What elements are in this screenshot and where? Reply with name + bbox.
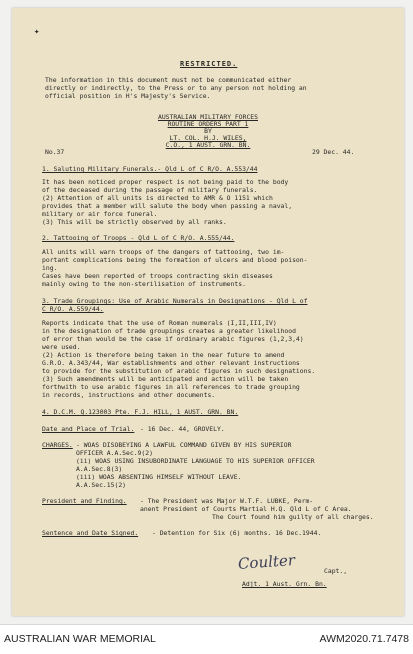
president-line: - The President was Major W.T.F. LUBKE, Perm-	[140, 497, 314, 505]
section-title: 3. Trade Groupings: Use of Arabic Numerals in Designations - Qld L of	[42, 297, 308, 305]
section-line: of error than would be the case if ordinary arabic figures (1,2,3,4)	[42, 335, 304, 343]
section-line: to provide for the substitution of arabic figures in such designations.	[42, 367, 316, 375]
notice-line: The information in this document must not be communicated either	[45, 76, 292, 84]
section-title: 2. Tattooing of Troops - Qld L of C R/O. A.555/44.	[42, 234, 235, 242]
section-line: (3) This will be strictly observed by all ranks.	[42, 218, 227, 226]
section-line: provides that a member will salute the body when passing a naval,	[42, 202, 293, 210]
order-heading-line: ROUTINE ORDERS PART 1	[167, 120, 249, 128]
order-heading-line: BY	[204, 127, 212, 135]
section-line: G.R.O. A.343/44, War establishments and other relevant instructions	[42, 359, 300, 367]
section-line: forthwith to use arabic figures in all references to trade grouping	[42, 383, 300, 391]
staple-mark-icon: ✦	[34, 27, 40, 37]
section-line: in records, instructions and other documents.	[42, 391, 216, 399]
document-page	[12, 8, 404, 616]
signature-post: Adjt. 1 Aust. Grn. Bn.	[242, 580, 327, 588]
section-line: Cases have been reported of troops contracting skin diseases	[42, 272, 273, 280]
section-line: of the deceased during the passage of military funerals.	[42, 186, 258, 194]
section-line: were used.	[42, 343, 81, 351]
president-line: anent President of Courts Martial H.Q. Qld L of C Area.	[140, 505, 352, 513]
order-heading-line: AUSTRALIAN MILITARY FORCES	[157, 113, 259, 121]
section-line: (2) Attention of all units is directed to AMR & O 1151 which	[42, 194, 273, 202]
section-line: mainly owing to the non-sterilisation of instruments.	[42, 280, 246, 288]
classification-heading: RESTRICTED.	[180, 60, 238, 68]
section-line: ing.	[42, 264, 58, 272]
president-line: The Court found him guilty of all charges.	[212, 513, 374, 521]
trial-label: Date and Place of Trial.	[42, 425, 135, 433]
section-line: (2) Action is therefore being taken in the near future to amend	[42, 351, 285, 359]
sentence-label: Sentence and Date Signed.	[42, 529, 139, 537]
footer-institution: AUSTRALIAN WAR MEMORIAL	[4, 633, 156, 645]
section-line: portant complications being the formation of ulcers and blood poison-	[42, 256, 308, 264]
section-line: in the designation of trade groupings creates a greater likelihood	[42, 327, 296, 335]
case-title: 4. D.C.M. Q.123003 Pte. F.J. HILL, 1 AUST. GRN. BN.	[42, 408, 239, 416]
charge-line: - WOAS DISOBEYING A LAWFUL COMMAND GIVEN BY HIS SUPERIOR	[76, 441, 292, 449]
notice-line: official position in H's Majesty's Service.	[45, 92, 211, 100]
order-heading-line: LT. COL. H.J. WILES,	[169, 134, 247, 142]
charges-label: CHARGES.	[42, 441, 73, 449]
charge-line: A.A.Sec.8(3)	[76, 465, 123, 473]
charge-line: OFFICER A.A.Sec.9(2)	[76, 449, 153, 457]
order-date: 29 Dec. 44.	[312, 148, 355, 156]
charge-line: A.A.Sec.15(2)	[76, 481, 127, 489]
footer-reference-number: AWM2020.71.7478	[319, 633, 409, 645]
section-line: Reports indicate that the use of Roman numerals (I,II,III,IV)	[42, 319, 277, 327]
section-line: All units will warn troops of the dangers of tattooing, two im-	[42, 248, 285, 256]
section-line: military or air force funeral.	[42, 210, 158, 218]
order-number: No.37	[45, 148, 65, 156]
section-title: C R/O. A.559/44.	[42, 305, 104, 313]
notice-line: directly or indirectly, to the Press or to any person not holding an	[45, 84, 307, 92]
sentence-value: - Detention for Six (6) months. 16 Dec.1944.	[152, 529, 322, 537]
section-line: It has been noticed proper respect is not being paid to the body	[42, 178, 289, 186]
section-line: (3) Such amendments will be anticipated and action will be taken	[42, 375, 289, 383]
trial-value: - 16 Dec. 44, GROVELY.	[140, 425, 225, 433]
section-title: 1. Saluting Military Funerals.- Qld L of C R/O. A.553/44	[42, 165, 258, 173]
charge-line: (ii) WOAS USING INSUBORDINATE LANGUAGE TO HIS SUPERIOR OFFICER	[76, 457, 315, 465]
archive-footer	[0, 624, 413, 654]
handwritten-signature: Coulter	[237, 551, 296, 573]
order-heading-line: C.O., 1 AUST. GRN. BN.	[165, 141, 251, 149]
charge-line: (iii) WOAS ABSENTING HIMSELF WITHOUT LEAVE.	[76, 473, 242, 481]
signature-rank: Capt.,	[324, 567, 348, 575]
president-label: President and Finding.	[42, 497, 127, 505]
